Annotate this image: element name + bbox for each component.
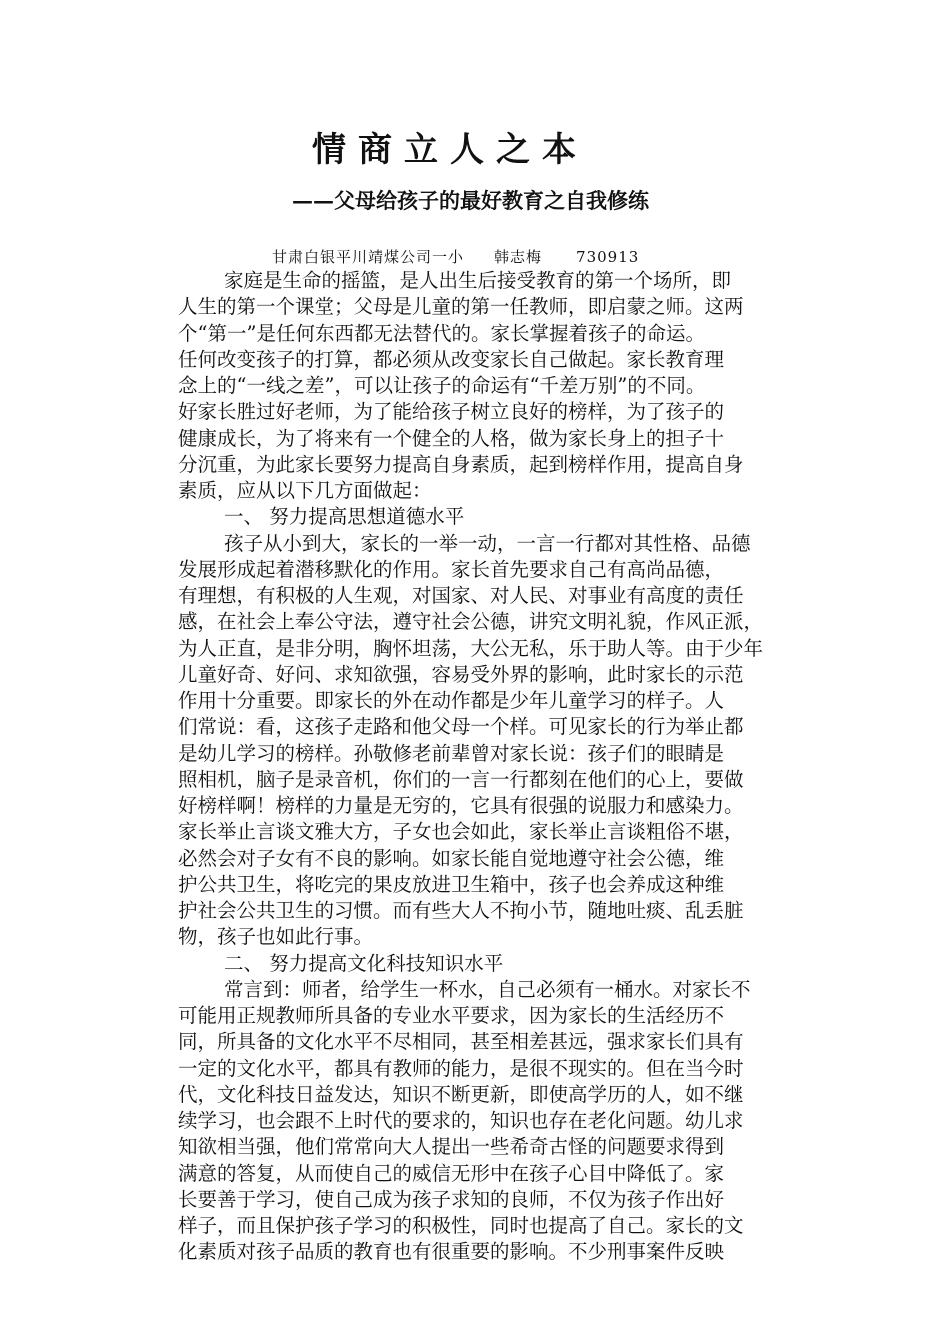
text-line: 分沉重，为此家长要努力提高自身素质，起到榜样作用，提高自身 xyxy=(178,452,744,476)
text-line: 二、 努力提高文化科技知识水平 xyxy=(224,951,504,975)
text-line: 家长举止言谈文雅大方，子女也会如此，家长举止言谈粗俗不堪， xyxy=(178,820,744,844)
text-line: 为人正直，是非分明，胸怀坦荡，大公无私，乐于助人等。由于少年 xyxy=(178,636,764,660)
text-line: 孩子从小到大，家长的一举一动，一言一行都对其性格、品德 xyxy=(224,531,751,555)
text-line: 素质，应从以下几方面做起： xyxy=(178,479,432,502)
article-body xyxy=(178,268,778,1266)
text-line: 家庭是生命的摇篮，是人出生后接受教育的第一个场所，即 xyxy=(224,269,732,292)
text-line: 任何改变孩子的打算，都必须从改变家长自己做起。家长教育理 xyxy=(178,347,725,371)
school-name: 甘肃白银平川靖煤公司一小 xyxy=(272,248,465,266)
text-line: 儿童好奇、好问、求知欲强，容易受外界的影响，此时家长的示范 xyxy=(178,662,744,686)
text-line: 物，孩子也如此行事。 xyxy=(178,925,374,949)
text-line: 续学习，也会跟不上时代的要求的，知识也存在老化问题。幼儿求 xyxy=(178,1109,744,1132)
text-line: 人生的第一个课堂；父母是儿童的第一任教师，即启蒙之师。这两 xyxy=(178,295,744,319)
postal-code: 730913 xyxy=(576,248,640,266)
text-line: 可能用正规教师所具备的专业水平要求，因为家长的生活经历不 xyxy=(178,1004,725,1027)
text-line: 常言到：师者，给学生一杯水，自己必须有一桶水。对家长不 xyxy=(224,977,751,1001)
author-name: 韩志梅 xyxy=(494,248,543,266)
text-line: 护社会公共卫生的习惯。而有些大人不拘小节，随地吐痰、乱丢脏 xyxy=(178,899,744,922)
text-line: 发展形成起着潜移默化的作用。家长首先要求自己有高尚品德， xyxy=(178,557,725,581)
text-line: 护公共卫生，将吃完的果皮放进卫生箱中，孩子也会养成这种维 xyxy=(178,872,725,896)
text-line: 健康成长，为了将来有一个健全的人格，做为家长身上的担子十 xyxy=(178,426,725,450)
text-line: 知欲相当强，他们常常向大人提出一些希奇古怪的问题要求得到 xyxy=(178,1135,725,1159)
document-title: 情商立人之本 xyxy=(312,130,588,170)
text-line: 必然会对子女有不良的影响。如家长能自觉地遵守社会公德，维 xyxy=(178,846,725,870)
text-line: 照相机，脑子是录音机，你们的一言一行都刻在他们的心上，要做 xyxy=(178,767,744,791)
text-line: 作用十分重要。即家长的外在动作都是少年儿童学习的样子。人 xyxy=(178,689,725,712)
text-line: 有理想，有积极的人生观，对国家、对人民、对事业有高度的责任 xyxy=(178,584,744,607)
author-byline xyxy=(272,246,639,268)
text-line: 满意的答复，从而使自己的威信无形中在孩子心目中降低了。家 xyxy=(178,1161,725,1185)
text-line: 一定的文化水平，都具有教师的能力，是很不现实的。但在当今时 xyxy=(178,1056,744,1080)
text-line: 样子，而且保护孩子学习的积极性，同时也提高了自己。家长的文 xyxy=(178,1214,744,1237)
text-line: 长要善于学习，使自己成为孩子求知的良师，不仅为孩子作出好 xyxy=(178,1187,725,1211)
document-subtitle: ——父母给孩子的最好教育之自我修练 xyxy=(292,188,649,213)
text-line: 是幼儿学习的榜样。孙敬修老前辈曾对家长说：孩子们的眼睛是 xyxy=(178,741,725,765)
text-line: 好家长胜过好老师，为了能给孩子树立良好的榜样，为了孩子的 xyxy=(178,400,725,424)
text-line: 一、 努力提高思想道德水平 xyxy=(224,505,465,529)
text-line: 们常说：看，这孩子走路和他父母一个样。可见家长的行为举止都 xyxy=(178,715,744,739)
text-line: 同，所具备的文化水平不尽相同，甚至相差甚远，强求家长们具有 xyxy=(178,1030,744,1054)
text-line: 感，在社会上奉公守法，遵守社会公德，讲究文明礼貌，作风正派， xyxy=(178,610,764,634)
text-line: 个“第一”是任何东西都无法替代的。家长掌握着孩子的命运。 xyxy=(178,321,705,345)
text-line: 代，文化科技日益发达，知识不断更新，即使高学历的人，如不继 xyxy=(178,1082,744,1106)
text-line: 念上的“一线之差”，可以让孩子的命运有“千差万别”的不同。 xyxy=(178,374,706,397)
text-line: 好榜样啊！榜样的力量是无穷的，它具有很强的说服力和感染力。 xyxy=(178,794,744,817)
text-line: 化素质对孩子品质的教育也有很重要的影响。不少刑事案件反映 xyxy=(178,1240,725,1264)
